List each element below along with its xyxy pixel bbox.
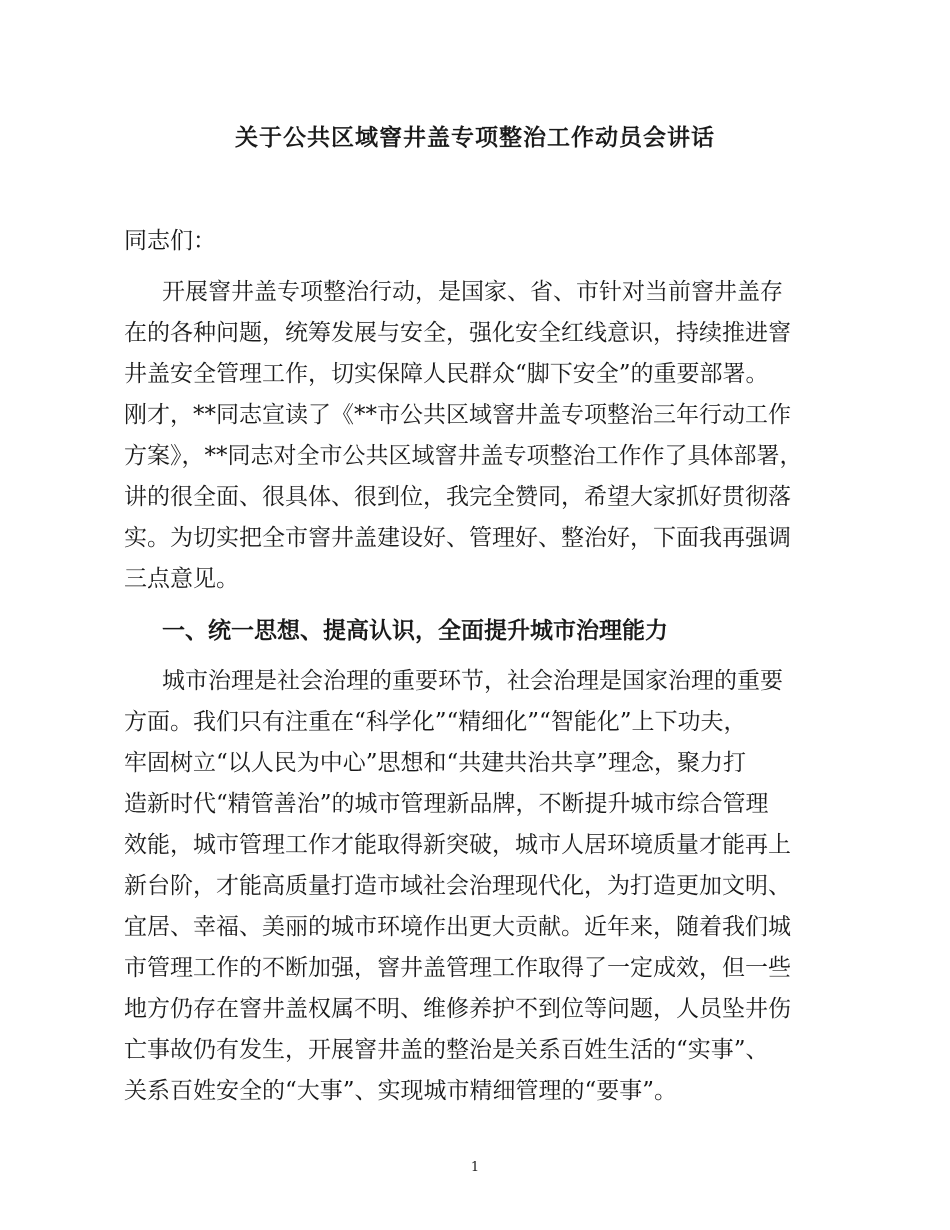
- text-line: 开展窨井盖专项整治行动，是国家、省、市针对当前窨井盖存: [162, 279, 783, 305]
- text-line: 方案》，**同志对全市公共区域窨井盖专项整治工作作了具体部署，: [124, 443, 803, 469]
- text-line: 三点意见。: [124, 566, 239, 592]
- page-number: 1: [470, 1160, 480, 1175]
- text-line: 造新时代“精管善治”的城市管理新品牌，不断提升城市综合管理: [124, 791, 769, 817]
- text-line: 方面。我们只有注重在“科学化”“精细化”“智能化”上下功夫，: [124, 709, 747, 735]
- text-line: 牢固树立“以人民为中心”思想和“共建共治共享”理念，聚力打: [124, 750, 747, 776]
- text-line: 刚才，**同志宣读了《**市公共区域窨井盖专项整治三年行动工作: [124, 402, 791, 428]
- salutation: 同志们：: [124, 228, 216, 254]
- text-line: 市管理工作的不断加强，窨井盖管理工作取得了一定成效，但一些: [124, 955, 791, 981]
- document-title: 关于公共区域窨井盖专项整治工作动员会讲话: [235, 124, 715, 151]
- text-line: 地方仍存在窨井盖权属不明、维修养护不到位等问题，人员坠井伤: [124, 996, 791, 1022]
- text-line: 效能，城市管理工作才能取得新突破，城市人居环境质量才能再上: [124, 832, 791, 858]
- text-line: 实。为切实把全市窨井盖建设好、管理好、整治好，下面我再强调: [124, 525, 791, 551]
- document-body: [124, 221, 864, 1122]
- text-line: 讲的很全面、很具体、很到位，我完全赞同，希望大家抓好贯彻落: [124, 484, 791, 510]
- paragraph-intro: [124, 272, 864, 600]
- paragraph-section-1: [124, 661, 864, 1112]
- text-line: 井盖安全管理工作，切实保障人民群众“脚下安全”的重要部署。: [124, 361, 769, 387]
- section-heading-1: 一、统一思想、提高认识，全面提升城市治理能力: [162, 617, 668, 644]
- text-line: 城市治理是社会治理的重要环节，社会治理是国家治理的重要: [162, 668, 783, 694]
- text-line: 亡事故仍有发生，开展窨井盖的整治是关系百姓生活的“实事”、: [124, 1037, 769, 1063]
- text-line: 在的各种问题，统筹发展与安全，强化安全红线意识，持续推进窨: [124, 320, 791, 346]
- text-line: 关系百姓安全的“大事”、实现城市精细管理的“要事”。: [124, 1078, 678, 1104]
- text-line: 新台阶，才能高质量打造市域社会治理现代化，为打造更加文明、: [124, 873, 791, 899]
- text-line: 宜居、幸福、美丽的城市环境作出更大贡献。近年来，随着我们城: [124, 914, 791, 940]
